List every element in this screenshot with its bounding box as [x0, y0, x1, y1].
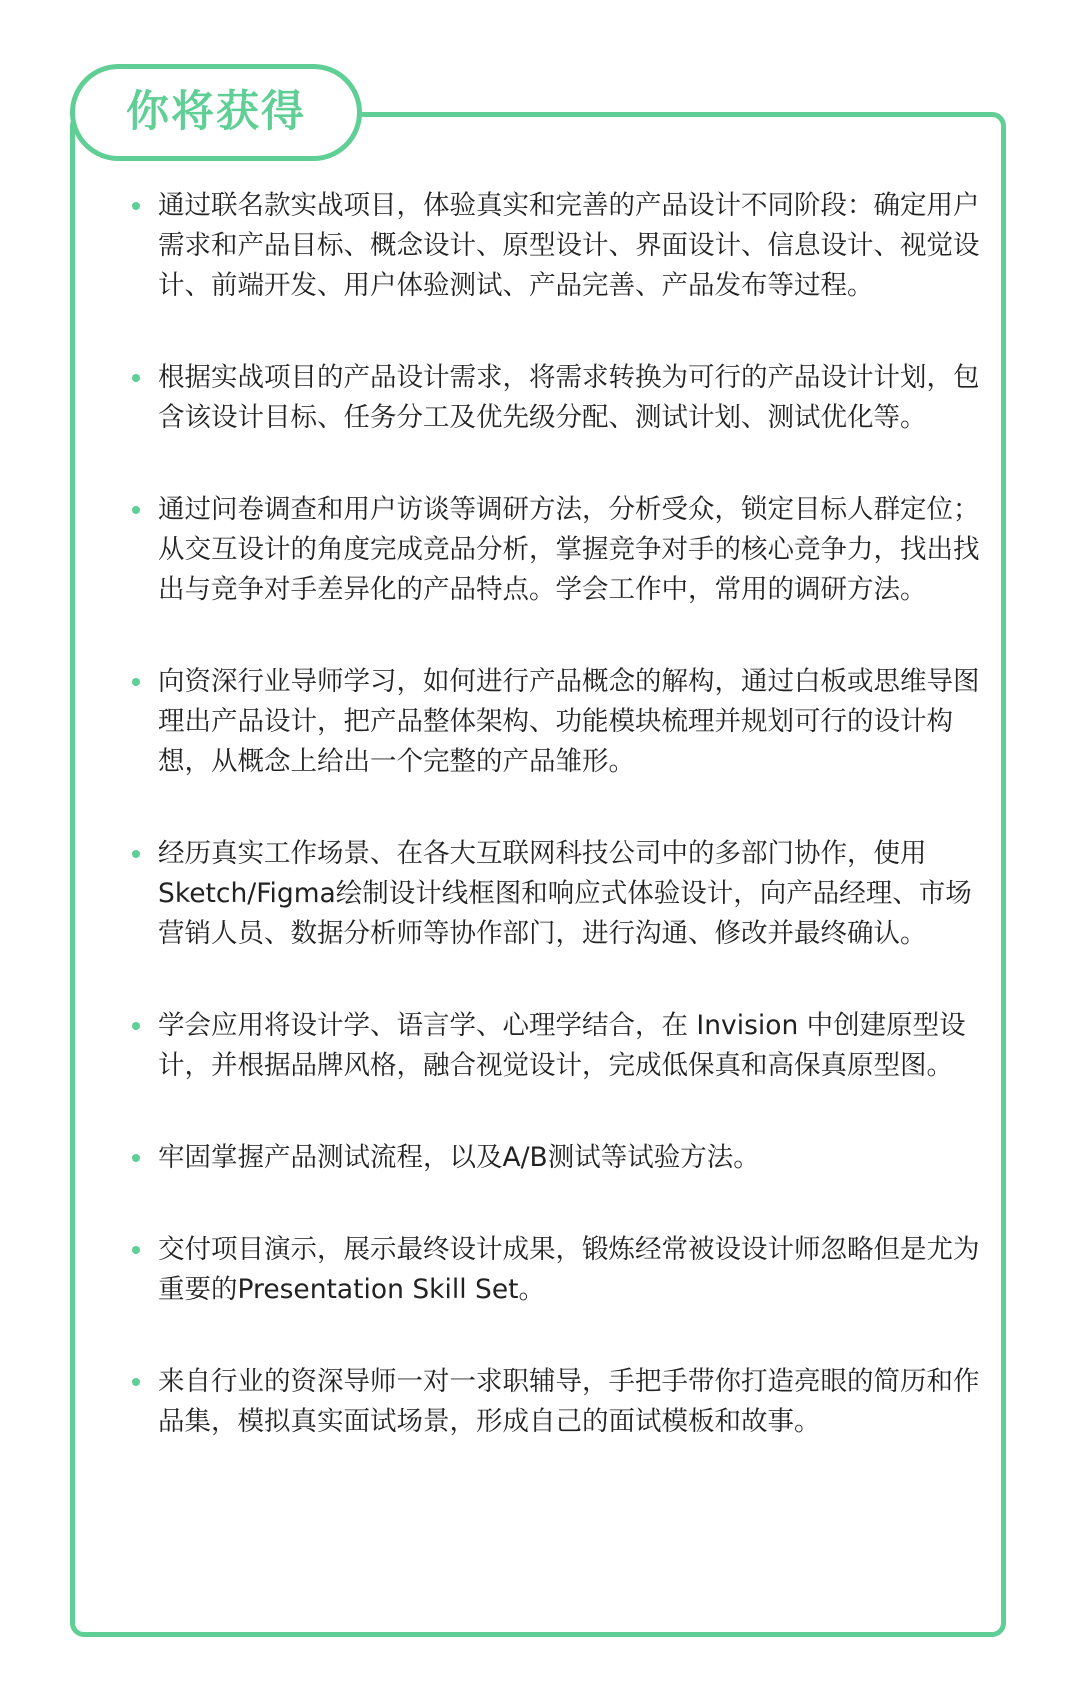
bullet-dot-icon: [132, 850, 140, 858]
bullet-dot-icon: [132, 202, 140, 210]
list-item-text: 通过问卷调查和用户访谈等调研方法，分析受众，锁定目标人群定位；从交互设计的角度完成竞品分析，掌握竞争对手的核心竞争力，找出找出与竞争对手差异化的产品特点。学会工作中，常用的调研方法。: [158, 494, 980, 605]
list-item: [130, 1138, 1000, 1178]
list-item: [130, 1230, 1000, 1310]
bullet-dot-icon: [132, 1154, 140, 1162]
benefits-list: [130, 186, 1000, 1494]
bullet-dot-icon: [132, 374, 140, 382]
list-item-text: 根据实战项目的产品设计需求，将需求转换为可行的产品设计计划，包含该设计目标、任务分工及优先级分配、测试计划、测试优化等。: [158, 362, 980, 433]
list-item-text: 交付项目演示，展示最终设计成果，锻炼经常被设设计师忽略但是尤为重要的Presentation Skill Set。: [158, 1234, 980, 1305]
list-item-text: 通过联名款实战项目，体验真实和完善的产品设计不同阶段：确定用户需求和产品目标、概念设计、原型设计、界面设计、信息设计、视觉设计、前端开发、用户体验测试、产品完善、产品发布等过程。: [158, 190, 980, 301]
list-item-text: 经历真实工作场景、在各大互联网科技公司中的多部门协作，使用Sketch/Figma绘制设计线框图和响应式体验设计，向产品经理、市场营销人员、数据分析师等协作部门，进行沟通、修改并最终确认。: [158, 838, 972, 949]
list-item-text: 学会应用将设计学、语言学、心理学结合，在 Invision 中创建原型设计，并根据品牌风格，融合视觉设计，完成低保真和高保真原型图。: [158, 1010, 966, 1081]
bullet-dot-icon: [132, 1246, 140, 1254]
list-item: [130, 358, 1000, 438]
list-item-text: 牢固掌握产品测试流程，以及A/B测试等试验方法。: [158, 1142, 760, 1173]
section-title: 你将获得: [126, 87, 306, 137]
list-item: [130, 1006, 1000, 1086]
bullet-dot-icon: [132, 678, 140, 686]
bullet-dot-icon: [132, 506, 140, 514]
list-item: [130, 1362, 1000, 1442]
list-item-text: 来自行业的资深导师一对一求职辅导，手把手带你打造亮眼的简历和作品集，模拟真实面试场景，形成自己的面试模板和故事。: [158, 1366, 980, 1437]
list-item: [130, 834, 1000, 954]
bullet-dot-icon: [132, 1022, 140, 1030]
list-item: [130, 490, 1000, 610]
list-item-text: 向资深行业导师学习，如何进行产品概念的解构，通过白板或思维导图理出产品设计，把产品整体架构、功能模块梳理并规划可行的设计构想，从概念上给出一个完整的产品雏形。: [158, 666, 980, 777]
section-title-tab: [70, 64, 362, 161]
bullet-dot-icon: [132, 1378, 140, 1386]
list-item: [130, 186, 1000, 306]
list-item: [130, 662, 1000, 782]
